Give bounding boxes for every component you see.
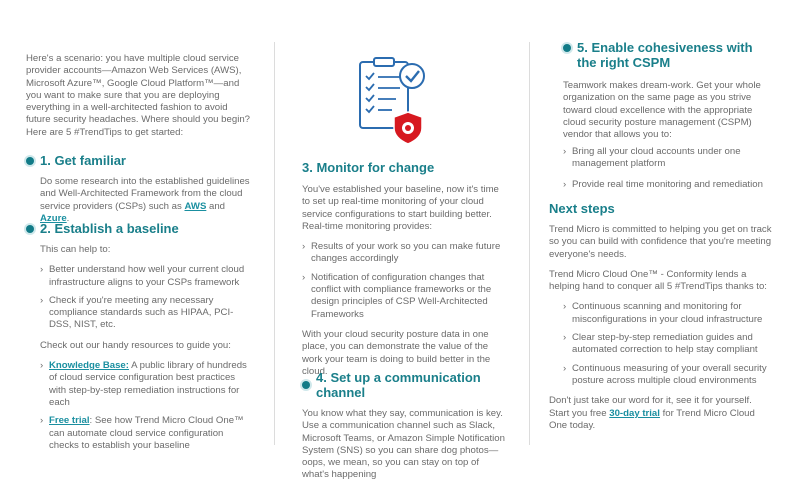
section-heading: Next steps (549, 201, 615, 216)
knowledge-base-link[interactable]: Knowledge Base: (49, 360, 129, 372)
column-middle (302, 0, 508, 481)
list-item: › Bring all your cloud accounts under one management platform (563, 146, 769, 171)
section-lead: This can help to: (40, 244, 111, 255)
trial-link[interactable]: 30-day trial (609, 407, 660, 419)
next-steps-body: Trend Micro is committed to helping you get on track so you can build with confidence that you're meeting everyone's needs. (549, 224, 772, 260)
section-next-steps (549, 201, 773, 432)
column-left (26, 0, 254, 451)
section-communication-channel (302, 370, 508, 482)
bullet-dot-icon (302, 381, 310, 389)
aws-link[interactable]: AWS (184, 200, 207, 212)
bullet-list (302, 241, 508, 321)
list-item: › Check if you're meeting any necessary compliance standards such as HIPAA, PCI-DSS, NIST, etc. (40, 295, 254, 332)
intro-paragraph: Here's a scenario: you have multiple cloud service provider accounts—Amazon Web Services (AWS), Microsoft Azure™, Google Cloud Platform™—and you want to make sure that you are deploying everything in a well-architected fashion to avoid future security headaches. Where should you begin? Here are 5 #TrendTips to get started: (26, 53, 250, 138)
free-trial-link[interactable]: Free trial (49, 415, 90, 427)
resource-list (26, 360, 254, 452)
section-body: Do some research into the established guidelines and Well-Architected Framework from the cloud service providers (CSPs) such as AWS and Azure. (40, 176, 250, 224)
bullet-list (549, 301, 773, 387)
section-cohesiveness (563, 40, 773, 70)
bullet-list (563, 146, 769, 191)
list-item: › Knowledge Base: A public library of hundreds of cloud service configuration best practices with step-by-step remediation instructions for each (40, 360, 254, 409)
list-item: › Provide real time monitoring and remediation (563, 179, 769, 191)
cta-paragraph: Don't just take our word for it, see it for yourself. Start you free 30-day trial for Trend Micro Cloud One today. (549, 395, 755, 431)
list-item: › Results of your work so you can make future changes accordingly (302, 241, 508, 266)
section-heading: 2. Establish a baseline (26, 221, 254, 236)
column-divider (274, 42, 275, 445)
section-monitor-change (302, 160, 508, 378)
bullet-list (26, 264, 254, 331)
section-get-familiar (26, 153, 254, 225)
list-item: › Notification of configuration changes that conflict with compliance frameworks or the design principles of CSP Well-Architected Frameworks (302, 272, 508, 321)
column-divider (529, 42, 530, 445)
section-closing: With your cloud security posture data in one place, you can demonstrate the value of the work your team is doing to build better in the cloud. (302, 328, 491, 377)
section-heading: 4. Set up a communication channel (302, 370, 508, 400)
resources-lead: Check out our handy resources to guide you: (40, 339, 231, 351)
section-heading: 5. Enable cohesiveness with the right CSPM (563, 40, 773, 70)
bullet-dot-icon (26, 225, 34, 233)
bullet-dot-icon (563, 44, 571, 52)
list-item: › Better understand how well your current cloud infrastructure aligns to your CSPs framework (40, 264, 254, 289)
list-item: › Continuous scanning and monitoring for misconfigurations in your cloud infrastructure (563, 301, 773, 326)
next-steps-body: Trend Micro Cloud One™ - Conformity lends a helping hand to conquer all 5 #TrendTips thanks to: (549, 268, 767, 293)
section-body: You've established your baseline, now it's time to set up real-time monitoring of your cloud service configurations to start building better. Real-time monitoring provides: (302, 184, 499, 232)
list-item: › Free trial: See how Trend Micro Cloud One™ can automate cloud service configuration checks to establish your baseline (40, 415, 254, 452)
section-body: You know what they say, communication is key. Use a communication channel such as Slack, Microsoft Teams, or Amazon Simple Notification System (SNS) so you can share dog photos—oops, we mean, so you can stay on top of what's happening (302, 408, 505, 481)
section-heading: 1. Get familiar (26, 153, 254, 168)
section-heading: 3. Monitor for change (302, 160, 435, 175)
list-item: › Clear step-by-step remediation guides and automated correction to help stay compliant (563, 332, 773, 357)
section-body: Teamwork makes dream-work. Get your whole organization on the same page as you strive toward cloud excellence with the appropriate cloud security posture management (CSPM) vendor that allows you to: (563, 80, 761, 141)
section-establish-baseline (26, 221, 254, 452)
bullet-dot-icon (26, 157, 34, 165)
column-right (549, 0, 773, 445)
list-item: › Continuous measuring of your overall security posture across multiple cloud environments (563, 363, 773, 388)
azure-link[interactable]: Azure (40, 212, 67, 224)
